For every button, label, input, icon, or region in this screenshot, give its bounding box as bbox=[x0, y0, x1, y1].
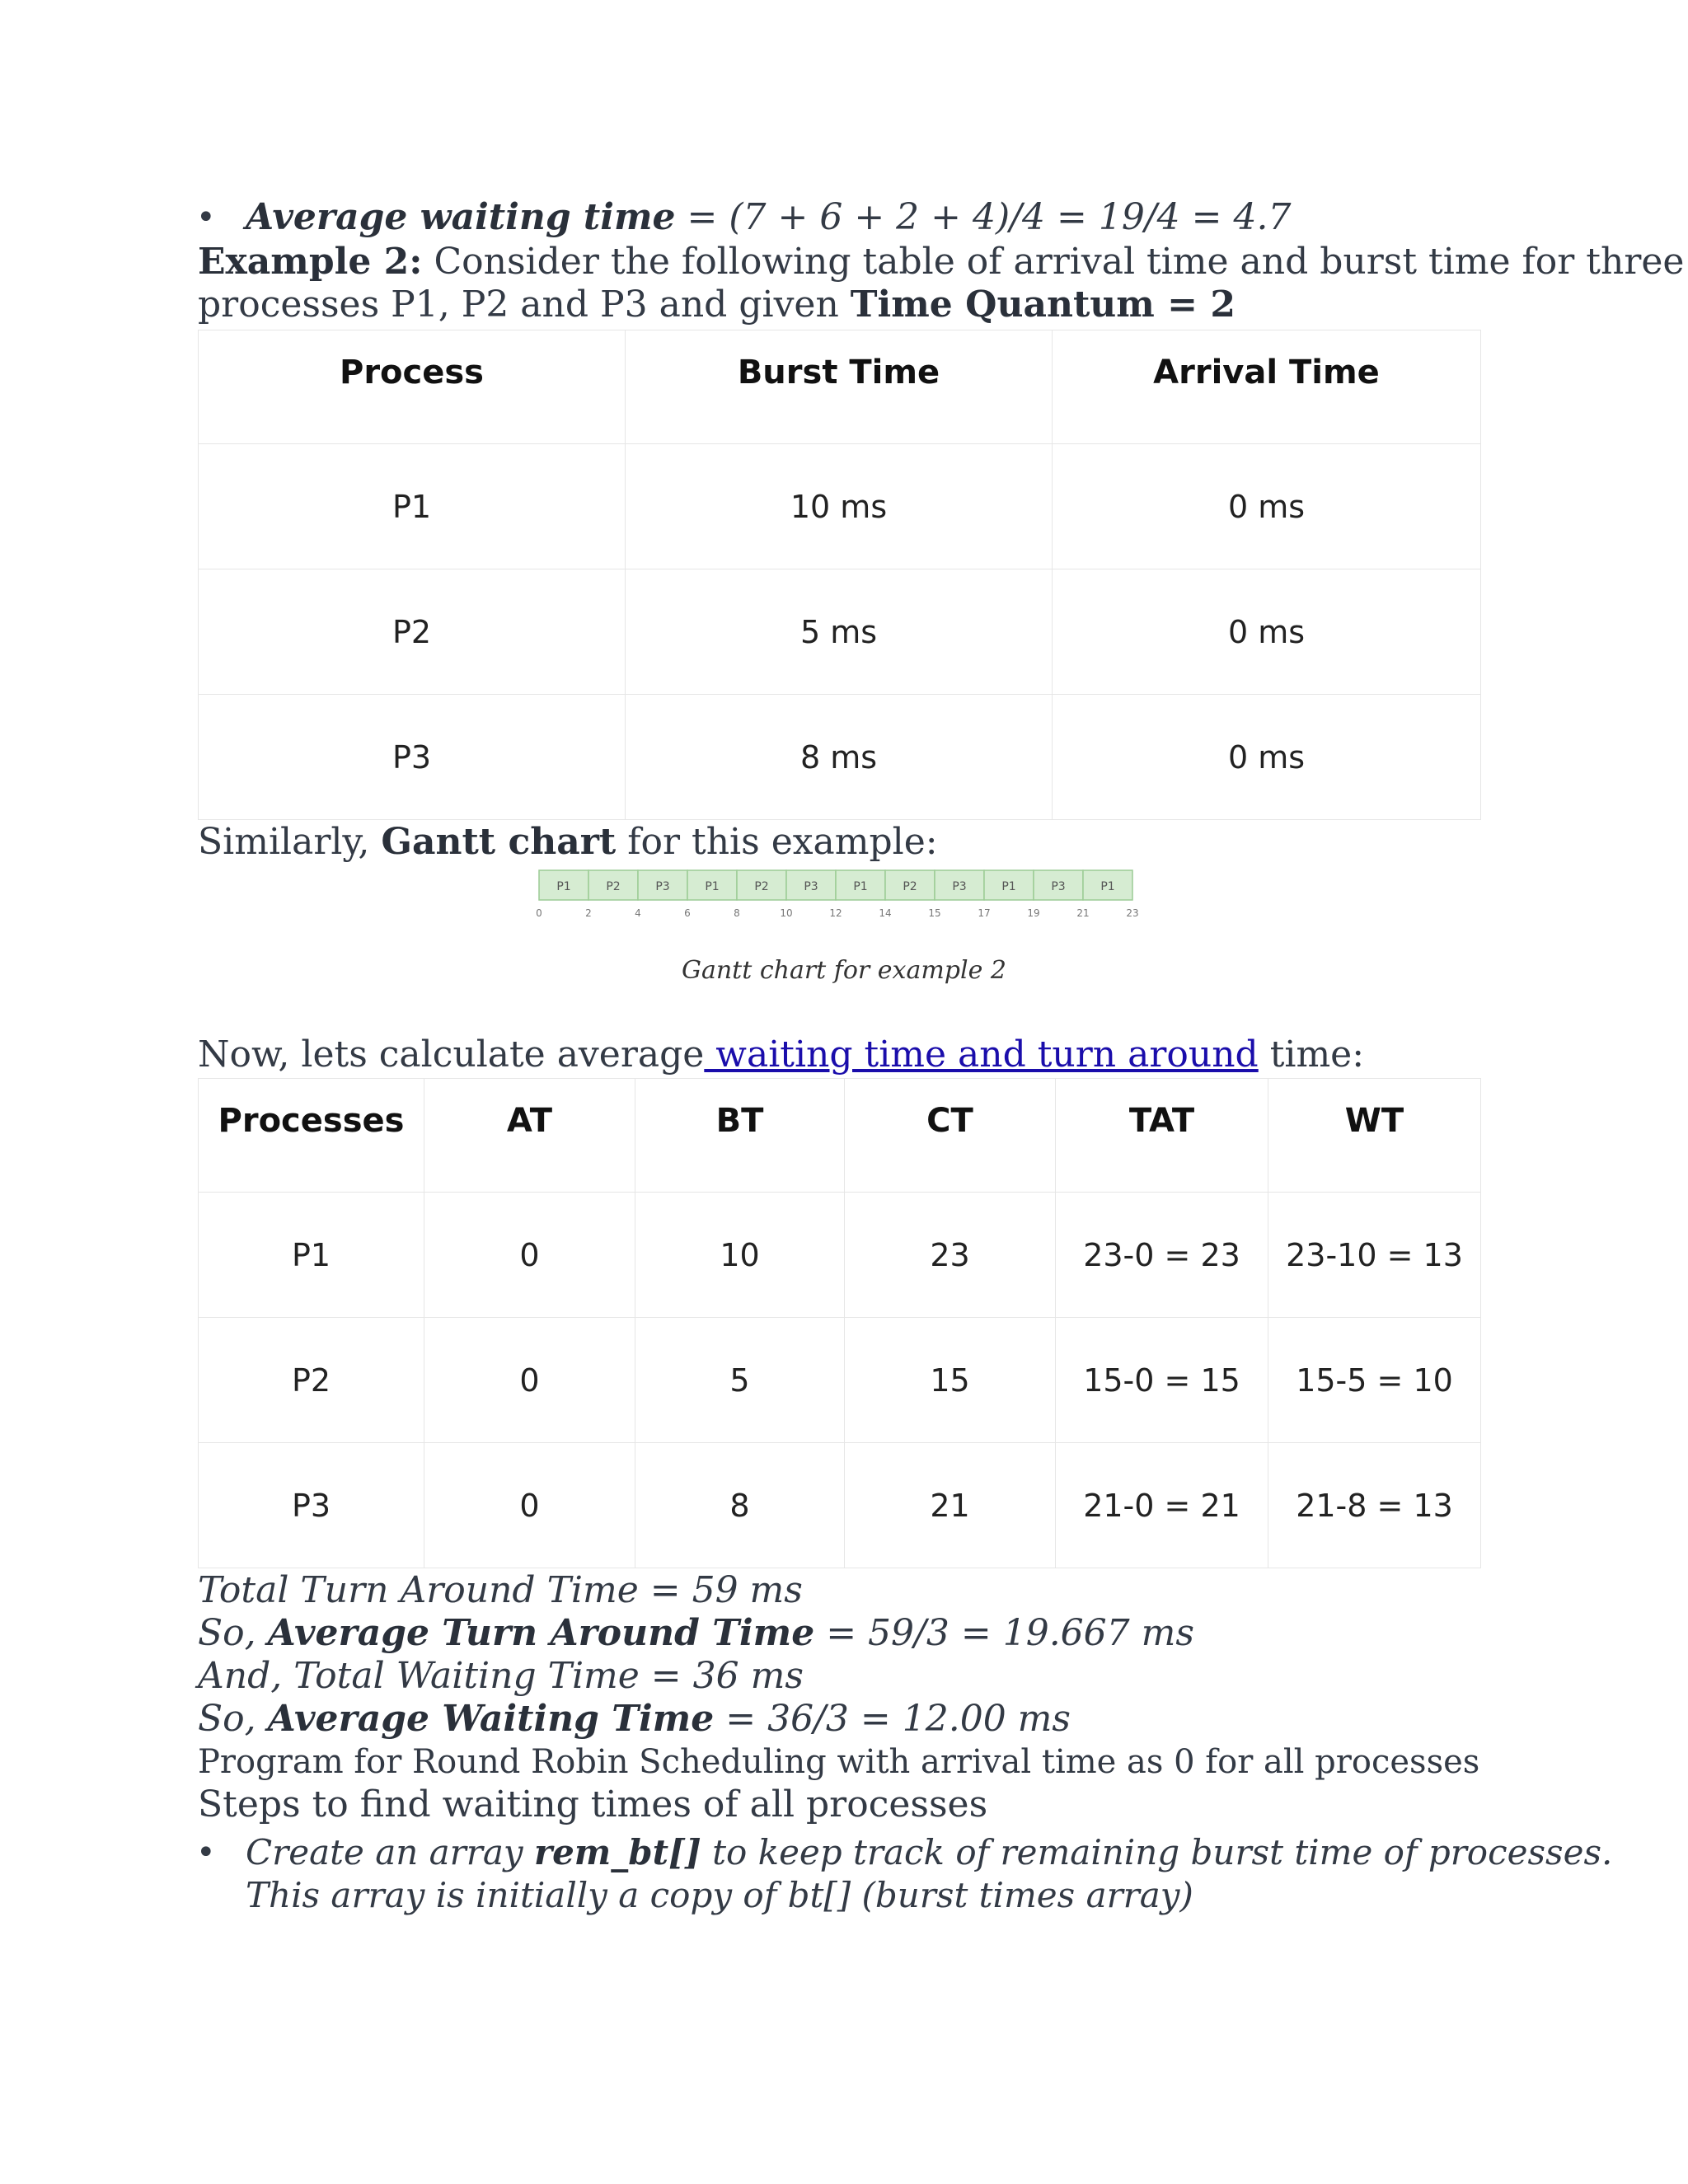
avg-wt-pre: So, bbox=[198, 1698, 268, 1740]
example2-line1 bbox=[198, 241, 1684, 284]
cell-bt: 5 bbox=[635, 1318, 845, 1443]
gantt-slot-label: P1 bbox=[853, 880, 868, 893]
header-tat: TAT bbox=[1056, 1079, 1268, 1193]
process-table bbox=[198, 330, 1481, 820]
cell-tat: 21-0 = 21 bbox=[1056, 1443, 1268, 1568]
table-row bbox=[199, 1318, 1481, 1443]
header-at: AT bbox=[424, 1079, 635, 1193]
cell-tat: 23-0 = 23 bbox=[1056, 1193, 1268, 1318]
step1-post: to keep track of remaining burst time of processes. bbox=[701, 1832, 1613, 1872]
gantt-intro-post: for this example: bbox=[616, 821, 938, 863]
avg-wt-line bbox=[198, 1698, 1071, 1741]
cell-wt: 15-5 = 10 bbox=[1268, 1318, 1481, 1443]
cell-ct: 21 bbox=[845, 1443, 1056, 1568]
gantt-slot-label: P2 bbox=[754, 880, 769, 893]
gantt-tick-label: 21 bbox=[1076, 907, 1090, 919]
gantt-slot-label: P1 bbox=[705, 880, 720, 893]
example2-label: Example 2: bbox=[198, 241, 423, 283]
cell-bt: 8 bbox=[635, 1443, 845, 1568]
avg-wt-label: Average Waiting Time bbox=[267, 1698, 715, 1740]
gantt-tick-label: 17 bbox=[978, 907, 991, 919]
gantt-slot-label: P1 bbox=[556, 880, 571, 893]
gantt-tick-label: 4 bbox=[635, 907, 641, 919]
gantt-tick-label: 0 bbox=[536, 907, 542, 919]
avg-tat-label: Average Turn Around Time bbox=[267, 1612, 815, 1654]
gantt-tick-label: 15 bbox=[928, 907, 941, 919]
cell-burst-time: 8 ms bbox=[626, 695, 1053, 820]
gantt-chart-caption: Gantt chart for example 2 bbox=[682, 956, 1006, 985]
cell-burst-time: 10 ms bbox=[626, 444, 1053, 569]
cell-process: P1 bbox=[199, 1193, 424, 1318]
table-header-row bbox=[199, 1079, 1481, 1193]
steps-heading: Steps to find waiting times of all processes bbox=[198, 1783, 988, 1825]
bullet-dot: • bbox=[196, 199, 216, 237]
calc-intro bbox=[198, 1033, 1364, 1076]
table-row bbox=[199, 1193, 1481, 1318]
cell-at: 0 bbox=[424, 1443, 635, 1568]
cell-process: P3 bbox=[199, 695, 626, 820]
rem-bt-term: rem_bt[] bbox=[533, 1832, 701, 1872]
header-burst-time: Burst Time bbox=[626, 330, 1053, 444]
bullet-dot: • bbox=[196, 1834, 216, 1872]
cell-arrival-time: 0 ms bbox=[1053, 695, 1481, 820]
total-tat: Total Turn Around Time = 59 ms bbox=[198, 1569, 803, 1611]
gantt-slot-label: P3 bbox=[1051, 880, 1066, 893]
cell-arrival-time: 0 ms bbox=[1053, 444, 1481, 569]
cell-burst-time: 5 ms bbox=[626, 569, 1053, 695]
gantt-slot-label: P3 bbox=[655, 880, 670, 893]
gantt-tick-label: 19 bbox=[1027, 907, 1040, 919]
cell-process: P3 bbox=[199, 1443, 424, 1568]
results-table bbox=[198, 1078, 1481, 1568]
calc-intro-post: time: bbox=[1258, 1033, 1365, 1076]
header-processes: Processes bbox=[199, 1079, 424, 1193]
header-bt: BT bbox=[635, 1079, 845, 1193]
gantt-tick-label: 6 bbox=[684, 907, 691, 919]
cell-wt: 21-8 = 13 bbox=[1268, 1443, 1481, 1568]
gantt-slot-label: P1 bbox=[1001, 880, 1016, 893]
cell-tat: 15-0 = 15 bbox=[1056, 1318, 1268, 1443]
gantt-slot-label: P3 bbox=[952, 880, 967, 893]
time-quantum: Time Quantum = 2 bbox=[850, 284, 1236, 326]
cell-bt: 10 bbox=[635, 1193, 845, 1318]
program-line: Program for Round Robin Scheduling with arrival time as 0 for all processes bbox=[198, 1743, 1480, 1781]
avg-tat-line bbox=[198, 1612, 1194, 1655]
gantt-slot-label: P1 bbox=[1100, 880, 1115, 893]
header-process: Process bbox=[199, 330, 626, 444]
gantt-tick-label: 8 bbox=[734, 907, 740, 919]
gantt-intro-pre: Similarly, bbox=[198, 821, 382, 863]
average-waiting-time-label: Average waiting time bbox=[246, 196, 676, 238]
example2-text1: Consider the following table of arrival time and burst time for three bbox=[422, 241, 1685, 283]
gantt-intro bbox=[198, 821, 938, 864]
avg-tat-pre: So, bbox=[198, 1612, 268, 1654]
gantt-chart-term: Gantt chart bbox=[381, 821, 617, 863]
cell-arrival-time: 0 ms bbox=[1053, 569, 1481, 695]
gantt-slot-label: P3 bbox=[804, 880, 818, 893]
cell-process: P1 bbox=[199, 444, 626, 569]
table-row bbox=[199, 695, 1481, 820]
table-row bbox=[199, 444, 1481, 569]
total-wt: And, Total Waiting Time = 36 ms bbox=[198, 1655, 804, 1697]
cell-process: P2 bbox=[199, 1318, 424, 1443]
waiting-time-link[interactable]: waiting time and turn around bbox=[704, 1033, 1259, 1076]
header-arrival-time: Arrival Time bbox=[1053, 330, 1481, 444]
header-ct: CT bbox=[845, 1079, 1056, 1193]
table-row bbox=[199, 569, 1481, 695]
avg-wt-value: = 36/3 = 12.00 ms bbox=[714, 1698, 1071, 1740]
cell-process: P2 bbox=[199, 569, 626, 695]
calc-intro-pre: Now, lets calculate average bbox=[198, 1033, 705, 1076]
average-waiting-time-line bbox=[246, 196, 1291, 239]
cell-at: 0 bbox=[424, 1193, 635, 1318]
gantt-tick-label: 2 bbox=[585, 907, 592, 919]
gantt-chart bbox=[532, 862, 1159, 944]
average-waiting-time-formula: = (7 + 6 + 2 + 4)/4 = 19/4 = 4.7 bbox=[675, 196, 1292, 238]
example2-line2 bbox=[198, 284, 1236, 326]
table-header-row bbox=[199, 330, 1481, 444]
header-wt: WT bbox=[1268, 1079, 1481, 1193]
step1-pre: Create an array bbox=[246, 1832, 534, 1872]
cell-ct: 23 bbox=[845, 1193, 1056, 1318]
step1-line2: This array is initially a copy of bt[] (burst times array) bbox=[246, 1875, 1193, 1915]
gantt-tick-label: 12 bbox=[829, 907, 842, 919]
cell-wt: 23-10 = 13 bbox=[1268, 1193, 1481, 1318]
cell-at: 0 bbox=[424, 1318, 635, 1443]
example2-text2: processes P1, P2 and P3 and given bbox=[198, 284, 851, 326]
gantt-slot-label: P2 bbox=[606, 880, 621, 893]
cell-ct: 15 bbox=[845, 1318, 1056, 1443]
table-row bbox=[199, 1443, 1481, 1568]
gantt-tick-label: 10 bbox=[780, 907, 793, 919]
avg-tat-value: = 59/3 = 19.667 ms bbox=[814, 1612, 1194, 1654]
gantt-tick-label: 14 bbox=[879, 907, 892, 919]
gantt-tick-label: 23 bbox=[1126, 907, 1139, 919]
step1-line1 bbox=[246, 1831, 1612, 1874]
gantt-slot-label: P2 bbox=[903, 880, 917, 893]
